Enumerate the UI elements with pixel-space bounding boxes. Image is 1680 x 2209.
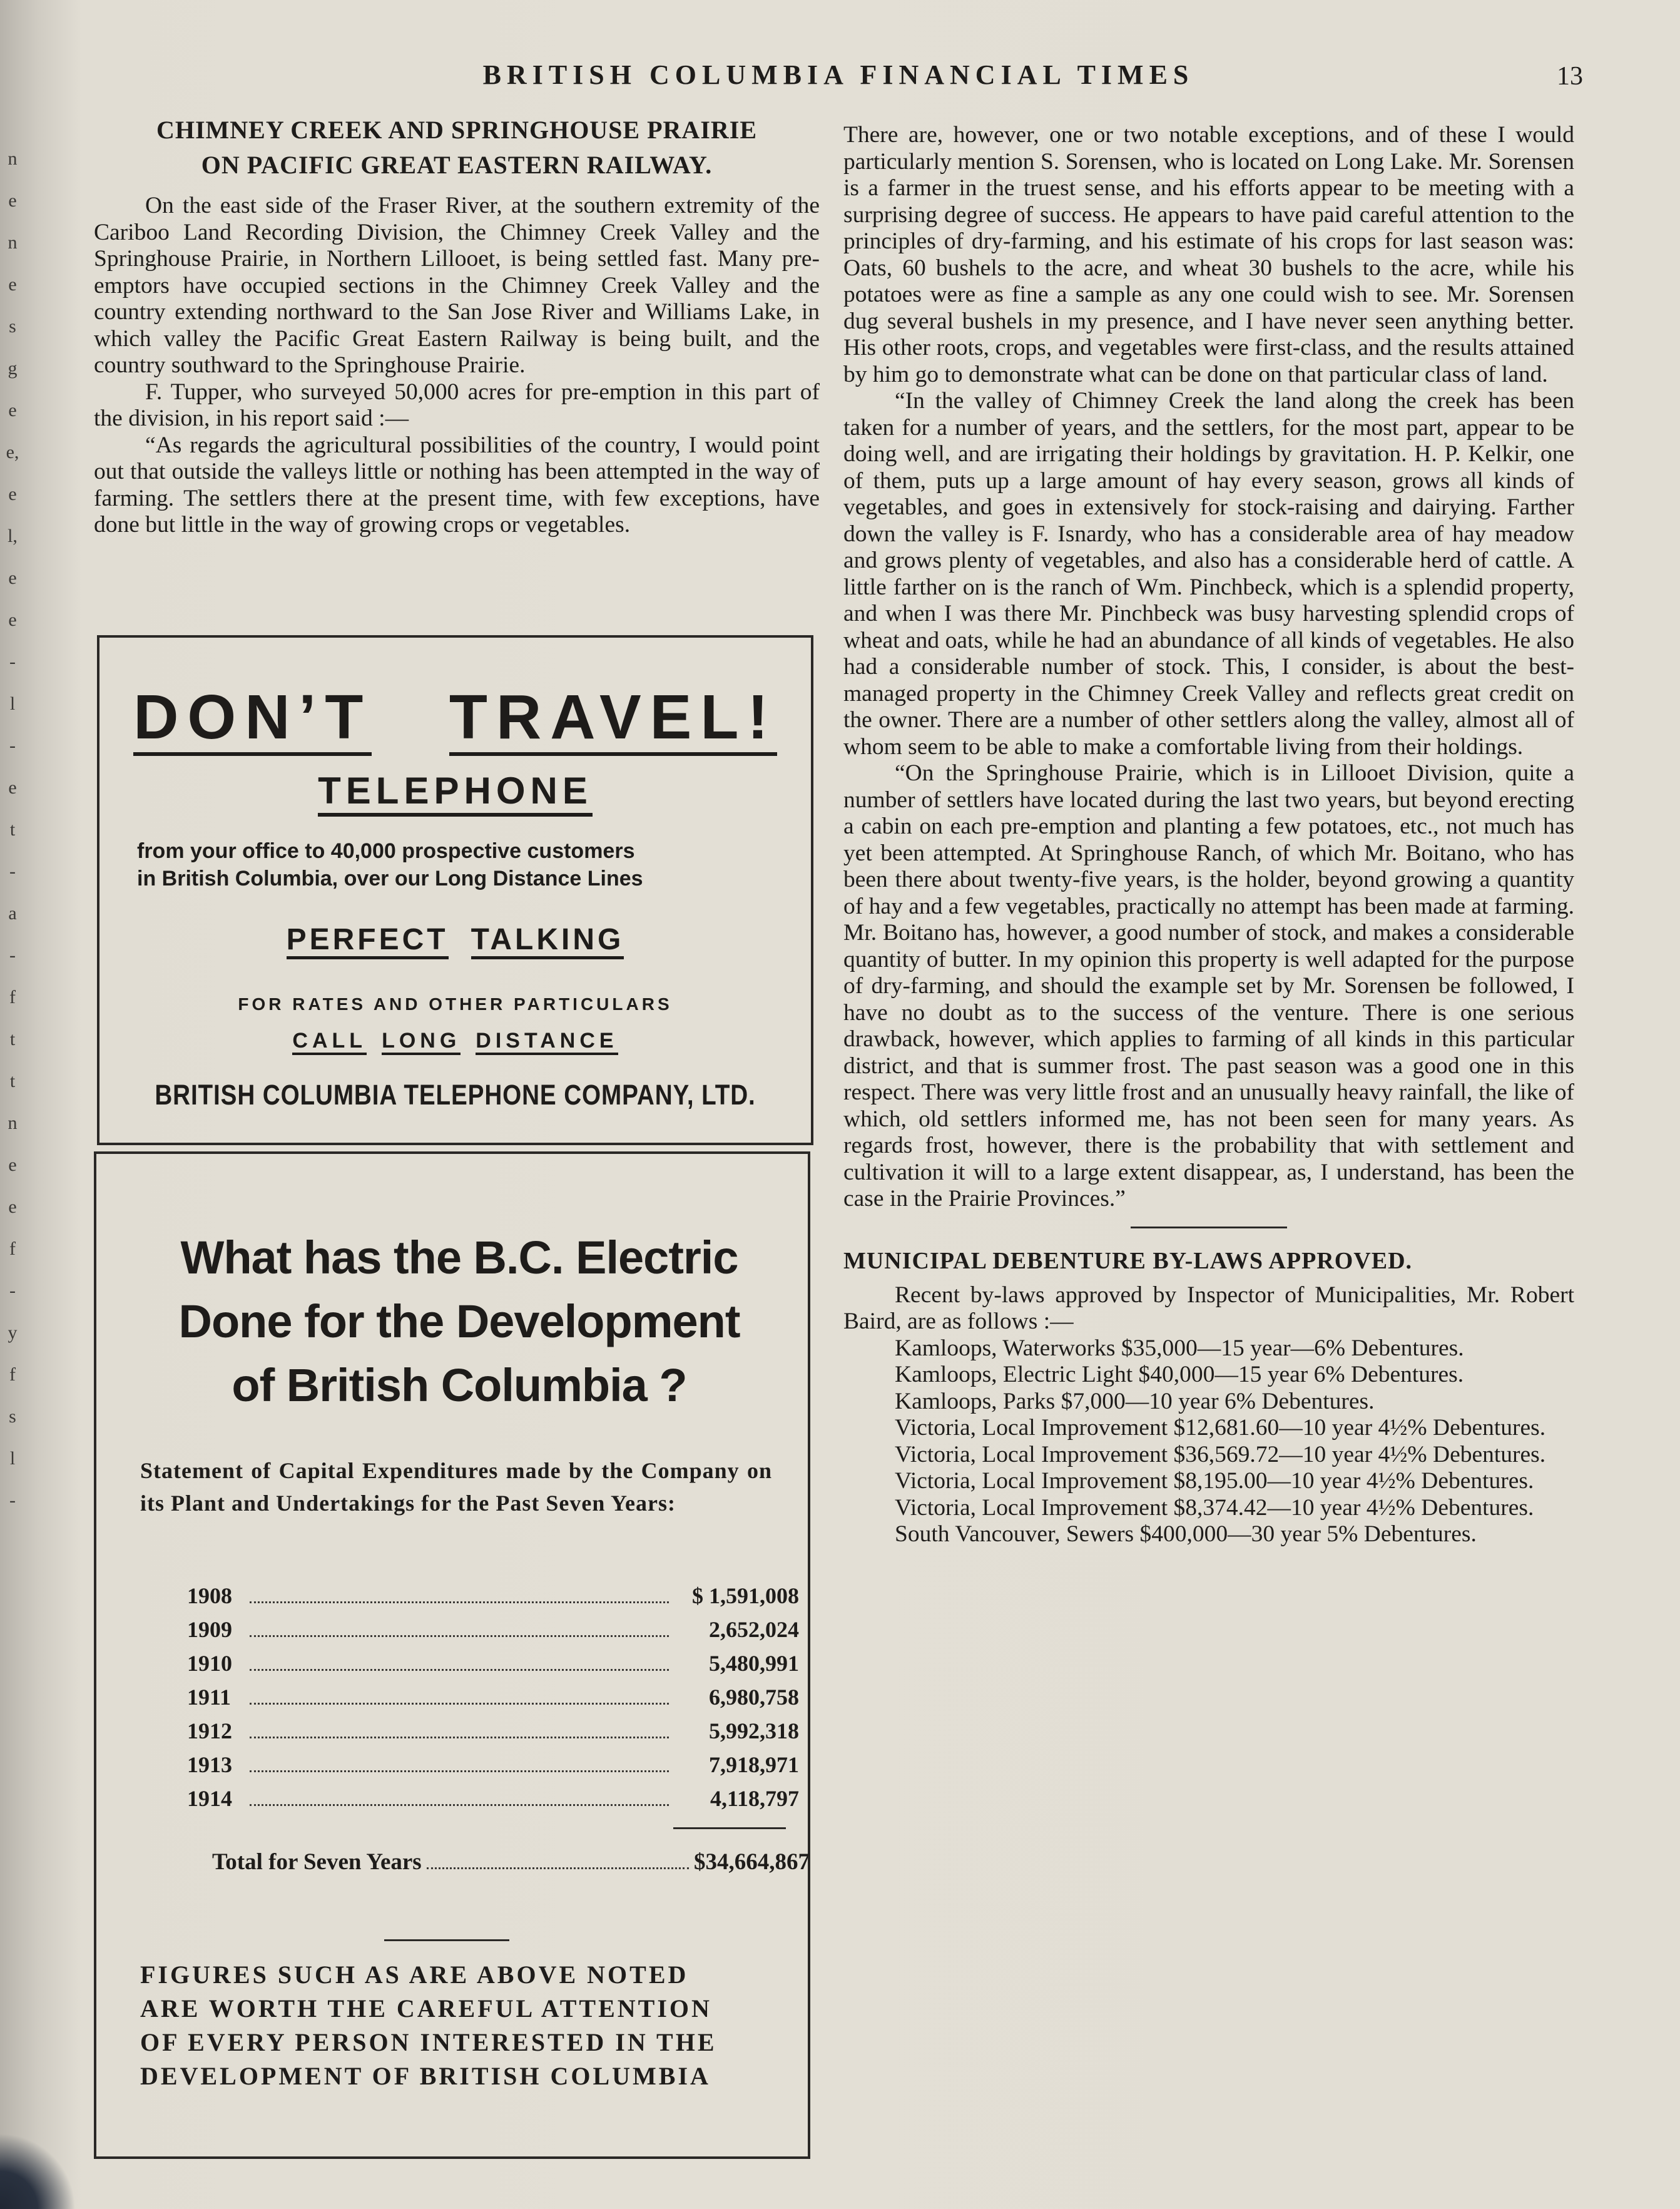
ad-subhead: [99, 769, 811, 812]
edge-letter: l: [9, 693, 16, 714]
article-paragraph: There are, however, one or two notable exceptions, and of these I would particularly mention S. Sorensen, who is located on Long Lake. Mr. Sorensen is a farmer in the truest sense, and his efforts appear to be meeting with a surprising degree of success. He appears to have paid careful attention to the principles of dry-farming, and his estimate of his crops for last season was: Oats, 60 bushels to the acre, and wheat 30 bushels to the acre, while his potatoes were as fine a sample as any one could wish to see. Mr. Sorensen dug several bushels in my presence, and I have never seen anything better. His other roots, crops, and vegetables were first-class, and the results attained by him go to demonstrate what can be done on that particular class of land.: [843, 122, 1574, 387]
edge-letter: t: [9, 819, 16, 840]
expenditure-row: [187, 1616, 807, 1650]
ad-company-name: BRITISH COLUMBIA TELEPHONE COMPANY, LTD.: [155, 1079, 756, 1111]
ad-figures-line: DEVELOPMENT OF BRITISH COLUMBIA: [140, 2062, 711, 2090]
divider-rule: [384, 1939, 509, 1941]
expenditure-year: 1914: [187, 1786, 232, 1811]
expenditure-row: [187, 1718, 807, 1752]
expenditure-amount: 7,918,971: [709, 1752, 799, 1777]
ad-text-line: from your office to 40,000 prospective customers: [137, 839, 635, 863]
ad-figures-line: OF EVERY PERSON INTERESTED IN THE: [140, 2028, 717, 2056]
ad-call-word: CALL: [292, 1029, 367, 1055]
ad-perfect-talking: [99, 922, 811, 957]
edge-letter: y: [8, 1322, 18, 1343]
edge-letter: s: [9, 1406, 16, 1427]
ad-figures-note: [140, 1958, 778, 2093]
ad-title-line: Done for the Development: [178, 1295, 740, 1347]
debentures-intro: Recent by-laws approved by Inspector of Municipalities, Mr. Robert Baird, are as follows :—: [843, 1282, 1574, 1334]
expenditure-year: 1913: [187, 1752, 232, 1777]
leader-dots: [250, 1601, 669, 1603]
expenditure-table: [187, 1583, 807, 1819]
edge-letter: e: [8, 1155, 17, 1175]
edge-letter: e: [8, 777, 17, 798]
total-label: Total for Seven Years: [212, 1849, 422, 1875]
ad-long-word: LONG: [382, 1029, 461, 1055]
debenture-item: South Vancouver, Sewers $400,000—30 year 5% Debentures.: [895, 1521, 1477, 1547]
debenture-item: Kamloops, Electric Light $40,000—15 year 6% Debentures.: [895, 1362, 1464, 1387]
page-corner-shadow: [0, 2134, 75, 2209]
edge-letter: e: [8, 190, 17, 211]
edge-letter: f: [9, 1364, 16, 1385]
edge-letter: t: [9, 1029, 16, 1049]
expenditure-amount: 5,992,318: [709, 1718, 799, 1743]
right-column: [843, 122, 1574, 1548]
edge-letter: -: [9, 735, 16, 756]
ad-statement: Statement of Capital Expenditures made by the Company on its Plant and Undertakings for the Past Seven Years:: [140, 1458, 772, 1516]
edge-letter: -: [9, 945, 16, 966]
debenture-item: Kamloops, Parks $7,000—10 year 6% Debentures.: [895, 1388, 1375, 1414]
edge-letter: -: [9, 651, 16, 672]
telephone-advertisement: [97, 635, 813, 1145]
section-divider: [1131, 1227, 1287, 1228]
leader-dots: [427, 1867, 689, 1869]
edge-letter: e: [8, 484, 17, 504]
expenditure-total-row: [212, 1849, 810, 1875]
leader-dots: [250, 1770, 669, 1772]
ad-headline: [99, 681, 811, 753]
facing-page-edge-letters: [0, 138, 25, 2078]
edge-letter: f: [9, 987, 16, 1008]
ad-figures-line: FIGURES SUCH AS ARE ABOVE NOTED: [140, 1961, 689, 1989]
edge-letter: t: [9, 1071, 16, 1091]
expenditure-amount: 6,980,758: [709, 1685, 799, 1710]
ad-headline-word: DON’T: [133, 682, 372, 756]
edge-letter: -: [9, 861, 16, 882]
leader-dots: [250, 1737, 669, 1738]
expenditure-year: 1912: [187, 1718, 232, 1743]
expenditure-year: 1911: [187, 1685, 232, 1710]
edge-letter: l: [9, 1448, 16, 1469]
expenditure-row: [187, 1650, 807, 1684]
edge-letter: f: [9, 1238, 16, 1259]
ad-title-line: of British Columbia ?: [232, 1359, 687, 1411]
expenditure-amount: 2,652,024: [709, 1617, 799, 1642]
ad-title: [134, 1226, 785, 1417]
ad-headline-word: TRAVEL!: [449, 682, 777, 756]
leader-dots: [250, 1669, 669, 1671]
edge-letter: e: [8, 1196, 17, 1217]
edge-letter: g: [8, 358, 18, 379]
ad-talking-word: TALKING: [471, 923, 624, 959]
debenture-item: Victoria, Local Improvement $8,195.00—10 year 4½% Debentures.: [895, 1468, 1534, 1494]
expenditure-row: [187, 1684, 807, 1718]
ad-rates-line: FOR RATES AND OTHER PARTICULARS: [238, 994, 673, 1014]
expenditure-row: [187, 1785, 807, 1819]
leader-dots: [250, 1635, 669, 1637]
left-article: [94, 113, 820, 539]
ad-call-line: [99, 1029, 811, 1053]
expenditure-amount: 4,118,797: [710, 1786, 799, 1811]
edge-letter: e: [8, 568, 17, 588]
edge-letter: n: [8, 232, 18, 253]
expenditure-amount: $ 1,591,008: [692, 1583, 799, 1608]
edge-letter: e: [8, 400, 17, 421]
article-paragraph: On the east side of the Fraser River, at the southern extremity of the Cariboo Land Recording Division, the Chimney Creek Valley and the Springhouse Prairie, in Northern Lillooet, is being settled fast. Many pre-emptors have occupied sections in the Chimney Creek Valley and the country extending northward to the San Jose River and Williams Lake, in which valley the Pacific Great Eastern Railway is being built, and the country southward to the Springhouse Prairie.: [94, 193, 820, 378]
edge-letter: a: [8, 903, 17, 924]
expenditure-year: 1908: [187, 1583, 232, 1608]
debenture-item: Kamloops, Waterworks $35,000—15 year—6% Debentures.: [895, 1335, 1464, 1361]
debenture-item: Victoria, Local Improvement $36,569.72—10 year 4½% Debentures.: [895, 1441, 1546, 1467]
edge-letter: l,: [8, 526, 18, 546]
expenditure-year: 1910: [187, 1651, 232, 1676]
leader-dots: [250, 1703, 669, 1705]
expenditure-row: [187, 1583, 807, 1616]
ad-distance-word: DISTANCE: [476, 1029, 618, 1055]
ad-text-line: in British Columbia, over our Long Distance Lines: [137, 867, 643, 890]
page-number: 13: [1557, 62, 1583, 91]
bc-electric-advertisement: [94, 1151, 810, 2159]
total-separator: [673, 1827, 786, 1829]
edge-letter: e: [8, 274, 17, 295]
expenditure-year: 1909: [187, 1617, 232, 1642]
expenditure-amount: 5,480,991: [709, 1651, 799, 1676]
debentures-title: MUNICIPAL DEBENTURE BY-LAWS APPROVED.: [843, 1247, 1413, 1274]
debentures-list: [843, 1335, 1574, 1548]
ad-title-line: What has the B.C. Electric: [180, 1232, 738, 1283]
edge-letter: -: [9, 1280, 16, 1301]
article-paragraph: “As regards the agricultural possibilities of the country, I would point out that outside the valleys little or nothing has been attempted in the way of farming. The settlers there at the present time, with few exceptions, have done but little in the way of growing crops or vegetables.: [94, 432, 820, 538]
ad-subhead-text: TELEPHONE: [318, 770, 593, 817]
edge-letter: n: [8, 1113, 18, 1133]
edge-letter: e,: [6, 442, 19, 462]
article-paragraph: “On the Springhouse Prairie, which is in Lillooet Division, quite a number of settlers have located during the last two years, but beyond erecting a cabin on each pre-emption and planting a few potatoes, etc., not much has yet been attempted. At Springhouse Ranch, of which Mr. Boitano, who has been there about twenty-five years, is the holder, beyond growing a quantity of hay and a few vegetables, practically no attempt has been made at farming. Mr. Boitano has, however, a good number of stock, and makes a considerable quantity of butter. In my opinion this property is well adapted for the purpose of dry-farming, and should the example set by Mr. Sorensen be followed, I have no doubt as to the success of the venture. There is one serious drawback, however, which applies to farming of all kinds in this particular district, and that is summer frost. The past season was a good one in this respect. There was very little frost and an unusually heavy rainfall, the like of which, old settlers informed me, has not been seen for many years. As regards frost, however, there is the probability that with settlement and cultivation it will to a large extent disappear, as, I understand, has been the case in the Prairie Provinces.”: [843, 760, 1574, 1212]
debenture-item: Victoria, Local Improvement $8,374.42—10 year 4½% Debentures.: [895, 1494, 1534, 1521]
running-header: BRITISH COLUMBIA FINANCIAL TIMES: [482, 59, 1194, 90]
edge-letter: e: [8, 610, 17, 630]
article-title-line-2: ON PACIFIC GREAT EASTERN RAILWAY.: [201, 151, 713, 179]
edge-letter: s: [9, 316, 16, 337]
debenture-item: Victoria, Local Improvement $12,681.60—10 year 4½% Debentures.: [895, 1415, 1546, 1441]
ad-figures-line: ARE WORTH THE CAREFUL ATTENTION: [140, 1994, 712, 2023]
article-paragraph: F. Tupper, who surveyed 50,000 acres for pre-emption in this part of the division, in his report said :—: [94, 379, 820, 431]
edge-letter: -: [9, 1490, 16, 1511]
ad-perfect-word: PERFECT: [287, 923, 449, 959]
article-paragraph: “In the valley of Chimney Creek the land along the creek has been taken for a number of years, and the settlers, for the most part, appear to be doing well, and are irrigating their holdings by gravitation. H. P. Kelkir, one of them, puts up a large amount of hay every season, grows all kinds of vegetables, and goes in extensively for stock-raising and dairying. Farther down the valley is F. Isnardy, who has a considerable area of hay meadow and grows plenty of vegetables, and also has a considerable herd of cattle. A little farther on is the ranch of Wm. Pinchbeck, which is a splendid property, and when I was there Mr. Pinchbeck was busy harvesting splendid crops of wheat and oats, while he had an abundance of all kinds of vegetables. He also had a considerable number of stock. This, I consider, is about the best-managed property in the Chimney Creek Valley and reflects great credit on the owner. There are a number of other settlers along the valley, almost all of whom seem to be able to make a comfortable living from their holdings.: [843, 388, 1574, 760]
total-amount: $34,664,867: [694, 1849, 810, 1875]
article-title-line-1: CHIMNEY CREEK AND SPRINGHOUSE PRAIRIE: [156, 116, 758, 144]
edge-letter: n: [8, 148, 18, 169]
expenditure-row: [187, 1752, 807, 1785]
leader-dots: [250, 1804, 669, 1806]
